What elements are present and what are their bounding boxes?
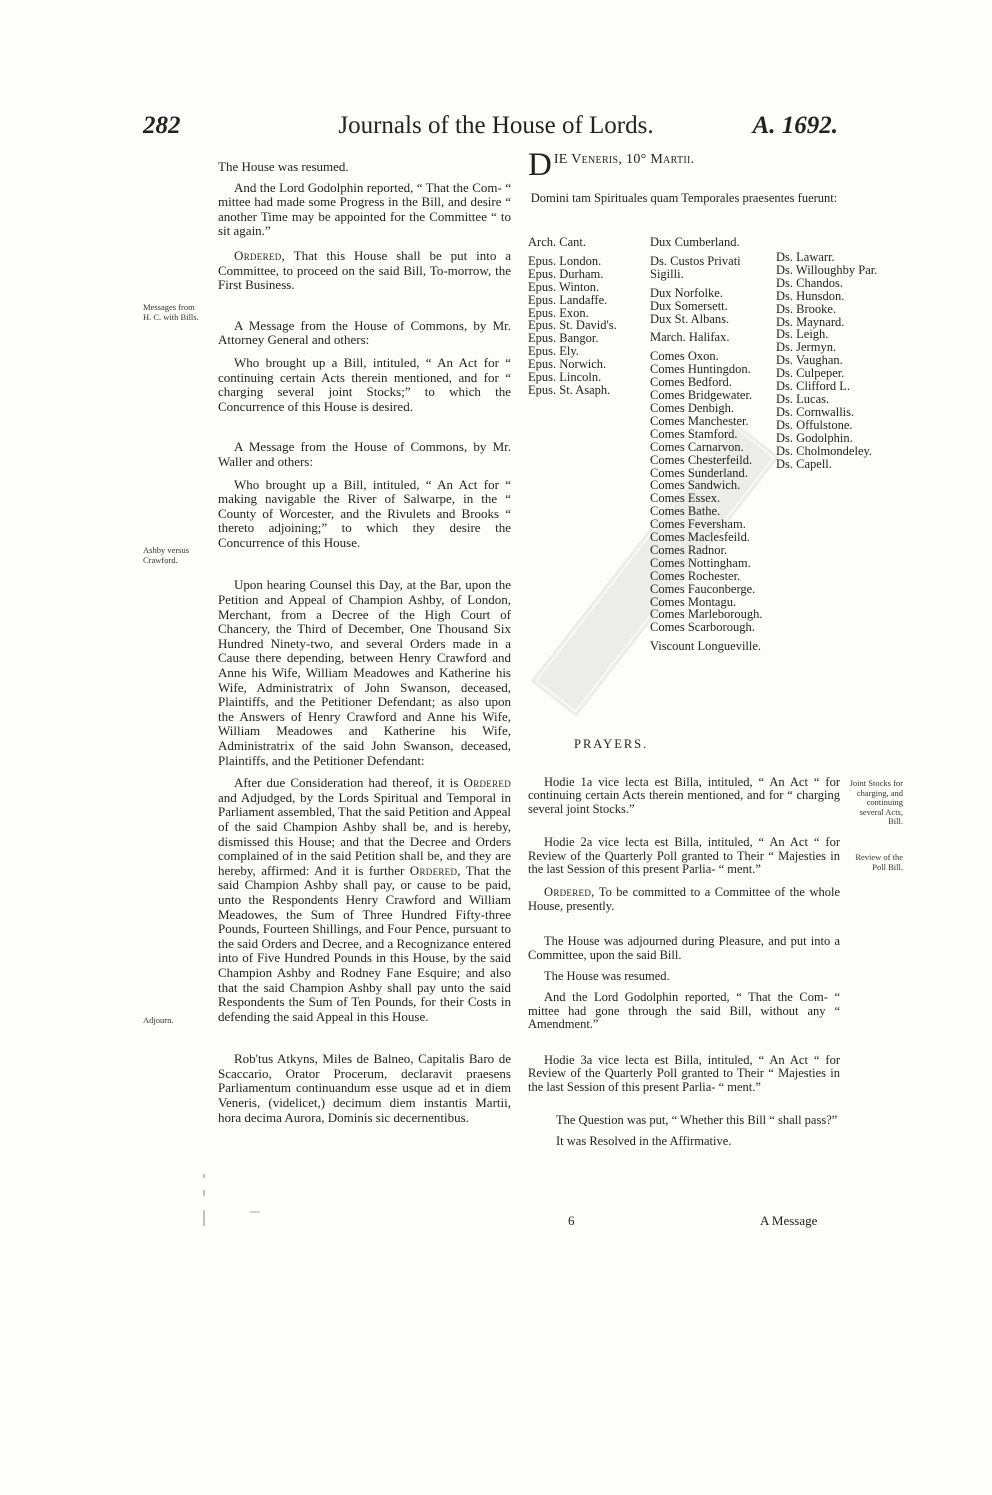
lord-entry: Ds. Culpeper.	[776, 366, 845, 381]
lord-entry: Epus. Winton.	[528, 279, 600, 294]
paragraph-bill-joint-stocks: Who brought up a Bill, intituled, “ An Act for “ continuing certain Acts therein mentioned, and for “ charging several joint Stocks;” to which the Concurrence of this House is desired.	[218, 354, 511, 414]
lord-entry: Comes Essex.	[650, 491, 721, 506]
lord-entry: Epus. London.	[528, 253, 602, 268]
die-heading	[528, 147, 840, 183]
lord-entry: Comes Rochester.	[650, 568, 741, 583]
lord-entry: Ds. Capell.	[776, 456, 832, 471]
lord-entry: Comes Chesterfeild.	[650, 452, 753, 467]
lord-entry: Ds. Jermyn.	[776, 340, 837, 355]
lord-entry: Comes Manchester.	[650, 413, 749, 428]
lord-entry: Comes Nottingham.	[650, 555, 751, 570]
prayers-heading: PRAYERS.	[574, 737, 649, 751]
lord-entry: Ds. Cholmondeley.	[776, 443, 873, 458]
lord-entry: Comes Stamford.	[650, 426, 738, 441]
ordered-text: That this House shall be put into a Committee, to proceed on the said Bill, To-morrow, the First Business.	[218, 247, 511, 293]
paragraph-first-reading: Hodie 1a vice lecta est Billa, intituled, “ An Act “ for continuing certain Acts therein mentioned, and for “ charging several joint Stocks.”	[528, 775, 840, 816]
lord-entry: Comes Montagu.	[650, 594, 737, 609]
right-column	[528, 147, 840, 205]
lord-entry: Epus. Bangor.	[528, 331, 599, 346]
lord-entry: Ds. Cornwallis.	[776, 404, 855, 419]
judgment-text-3: , That the said Champion Ashby shall pay, or cause to be paid, unto the Respondents Henry Crawford and William Meadowes, the Sum of Three Hundred Fifty-three Pounds, Fourteen Shillings, and Four Pence, pursuant to the said Orders and Decree, and a Recognizance entered into of Five Hundred Pounds in this House, by the said Champion Ashby and Rodney Fane Esquire; and also that the said Champion Ashby shall pay unto the said Respondents the Sum of Ten Pounds, for their Costs in defending the said Appeal in this House.	[218, 862, 511, 1024]
paragraph-adjournment: Rob'tus Atkyns, Miles de Balneo, Capitalis Baro de Scaccario, Orator Procerum, declaravit praesens Parliamentum continuandum esse usque ad et in diem Veneris, (videlicet,) decimum diem instantis Martii, hora decima Aurora, Dominis sic decernentibus.	[218, 1051, 511, 1125]
paragraph-ashby-petition: Upon hearing Counsel this Day, at the Bar, upon the Petition and Appeal of Champion Ashby, of London, Merchant, from a Decree of the High Court of Chancery, the Third of December, One Thousand Six Hundred Ninety-two, and several Orders made in a Cause there depending, between Henry Crawford and Anne his Wife, William Meadowes and Katherine his Wife, Administratrix of John Swanson, deceased, Plaintiffs, and the Petitioner Defendant; as also upon the Answers of Henry Crawford and Anne his Wife, William Meadowes and Katherine his Wife, Administratrix of the said John Swanson, deceased, Plaintiffs, and the Petitioner Defendant:	[218, 577, 511, 768]
lord-entry: Ds. Vaughan.	[776, 353, 843, 368]
lord-entry: Comes Feversham.	[650, 517, 746, 532]
paragraph-adjourned-pleasure: The House was adjourned during Pleasure, and put into a Committee, upon the said Bill.	[528, 934, 840, 962]
lord-entry: Ds. Lucas.	[776, 391, 830, 406]
lord-entry: Comes Denbigh.	[650, 400, 735, 415]
catchword: A Message	[760, 1213, 818, 1228]
page-year: A. 1692.	[752, 112, 838, 139]
lord-entry: Ds. Willoughby Par.	[776, 262, 878, 277]
lord-entry: Epus. St. Asaph.	[528, 382, 611, 397]
lords-barons-list	[776, 251, 877, 470]
signature-mark: 6	[568, 1213, 575, 1228]
paragraph-house-resumed-2: The House was resumed.	[544, 969, 670, 984]
lord-entry: Comes Bridgewater.	[650, 388, 753, 403]
paragraph-bill-salwarpe: Who brought up a Bill, intituled, “ An Act for “ making navigable the River of Salwarpe, in the “ County of Worcester, and the Rivulets and Brooks “ thereto adjoining;” to which they desire the Concurrence of this House.	[218, 476, 511, 550]
lords-temporal-list	[650, 236, 762, 653]
lord-entry: Ds. Hunsdon.	[776, 288, 845, 303]
lord-entry: Comes Scarborough.	[650, 620, 755, 635]
lord-entry: Ds. Custos Privati	[650, 253, 741, 268]
sidenote-adjourn: Adjourn.	[143, 1015, 174, 1025]
lord-entry: Epus. Ely.	[528, 344, 579, 359]
paragraph-ordered-committee	[218, 249, 511, 293]
page-title: Journals of the House of Lords.	[338, 112, 654, 139]
ordered-label: Ordered	[463, 775, 511, 791]
ordered-text: To be committed to a Committee of the whole House, presently.	[528, 885, 840, 913]
lord-entry: Comes Radnor.	[650, 542, 728, 557]
paragraph-ashby-judgment	[218, 776, 511, 1024]
die-heading-text: IE Veneris, 10° Martii.	[553, 152, 695, 167]
sidenote-joint-stocks: Joint Stocks for charging, and continuing several Acts, Bill.	[849, 778, 903, 826]
lord-entry: Comes Marleborough.	[650, 607, 763, 622]
sidenote-review-poll: Review of the Poll Bill.	[855, 852, 903, 872]
lord-entry: Comes Huntingdon.	[650, 362, 751, 377]
lord-entry: Epus. Exon.	[528, 305, 589, 320]
paragraph-house-resumed: The House was resumed.	[218, 159, 349, 174]
lord-entry: Comes Fauconberge.	[650, 581, 756, 596]
paragraph-ordered-whole-house	[528, 886, 840, 913]
lord-entry: Ds. Lawarr.	[776, 250, 835, 264]
lord-entry: Ds. Clifford L.	[776, 379, 851, 394]
paragraph-godolphin-report-2: And the Lord Godolphin reported, “ That the Com- “ mittee had gone through the said Bill, without any “ Amendment.”	[528, 990, 840, 1032]
lord-entry: Arch. Cant.	[528, 235, 586, 249]
right-proceedings	[528, 776, 840, 1149]
ordered-label: Ordered,	[234, 247, 286, 263]
lord-entry: Dux St. Albans.	[650, 311, 730, 326]
lord-entry: Comes Oxon.	[650, 349, 719, 364]
lord-entry: Dux Somersett.	[650, 298, 728, 313]
lords-spiritual-list	[528, 236, 617, 397]
lord-entry: Dux Norfolke.	[650, 285, 723, 300]
paragraph-resolved: It was Resolved in the Affirmative.	[556, 1134, 732, 1149]
lord-entry: Comes Sandwich.	[650, 478, 741, 493]
lord-entry: Epus. Landaffe.	[528, 292, 608, 307]
lord-entry: Epus. Durham.	[528, 266, 604, 281]
paragraph-message-attorney: A Message from the House of Commons, by Mr. Attorney General and others:	[218, 317, 511, 348]
domini-line: Domini tam Spirituales quam Temporales praesentes fuerunt:	[530, 191, 838, 205]
margin-marks	[200, 1170, 280, 1230]
ordered-label: Ordered	[409, 862, 458, 878]
lord-entry: Epus. Lincoln.	[528, 370, 602, 385]
sidenote-messages: Messages from H. C. with Bills.	[143, 302, 199, 322]
paragraph-second-reading: Hodie 2a vice lecta est Billa, intituled, “ An Act “ for Review of the Quarterly Poll granted to Their “ Majesties in the last Session of this present Parlia- “ ment.”	[528, 835, 840, 877]
paragraph-godolphin-report: And the Lord Godolphin reported, “ That the Com- “ mittee had made some Progress in the Bill, and desire “ another Time may be appointed for the Committee “ to sit again.”	[218, 179, 511, 239]
paragraph-third-reading: Hodie 3a vice lecta est Billa, intituled, “ An Act “ for Review of the Quarterly Poll granted to Their “ Majesties in the last Session of this present Parlia- “ ment.”	[528, 1052, 840, 1094]
lord-entry: Epus. Norwich.	[528, 357, 607, 372]
judgment-text-1: After due Consideration had thereof, it is	[234, 775, 464, 791]
lord-entry: Comes Bathe.	[650, 504, 721, 519]
lord-entry: Dux Cumberland.	[650, 235, 740, 249]
lord-entry: Ds. Godolphin.	[776, 430, 853, 445]
lord-entry: Comes Sunderland.	[650, 465, 748, 480]
judgment-text-2: and Adjudged, by the Lords Spiritual and Temporal in Parliament assembled, That the said Petition and Appeal of the said Champion Ashby shall be, and is hereby, dismissed this House; and that the Decree and Orders complained of in the said Petition shall be, and they are hereby, affirmed: And it is further	[218, 789, 511, 878]
lord-entry: March. Halifax.	[650, 330, 730, 345]
lord-entry: Comes Maclesfeild.	[650, 530, 750, 545]
lord-entry: Ds. Offulstone.	[776, 417, 853, 432]
paragraph-question: The Question was put, “ Whether this Bill “ shall pass?”	[556, 1112, 838, 1127]
lord-entry: Comes Carnarvon.	[650, 439, 744, 454]
paragraph-message-waller: A Message from the House of Commons, by Mr. Waller and others:	[218, 439, 511, 469]
lord-entry: Ds. Chandos.	[776, 275, 844, 290]
ordered-label: Ordered,	[544, 885, 595, 900]
page-number: 282	[143, 112, 181, 139]
lord-entry: Comes Bedford.	[650, 375, 732, 390]
lord-entry: Sigilli.	[650, 266, 684, 281]
lord-entry: Viscount Longueville.	[650, 639, 762, 654]
sidenote-ashby: Ashby versus Crawford.	[143, 545, 190, 565]
lord-entry: Ds. Maynard.	[776, 314, 845, 329]
lord-entry: Epus. St. David's.	[528, 318, 617, 333]
lord-entry: Ds. Brooke.	[776, 301, 837, 316]
drop-cap: D	[528, 147, 552, 183]
left-column	[218, 160, 511, 1125]
lord-entry: Ds. Leigh.	[776, 327, 829, 342]
